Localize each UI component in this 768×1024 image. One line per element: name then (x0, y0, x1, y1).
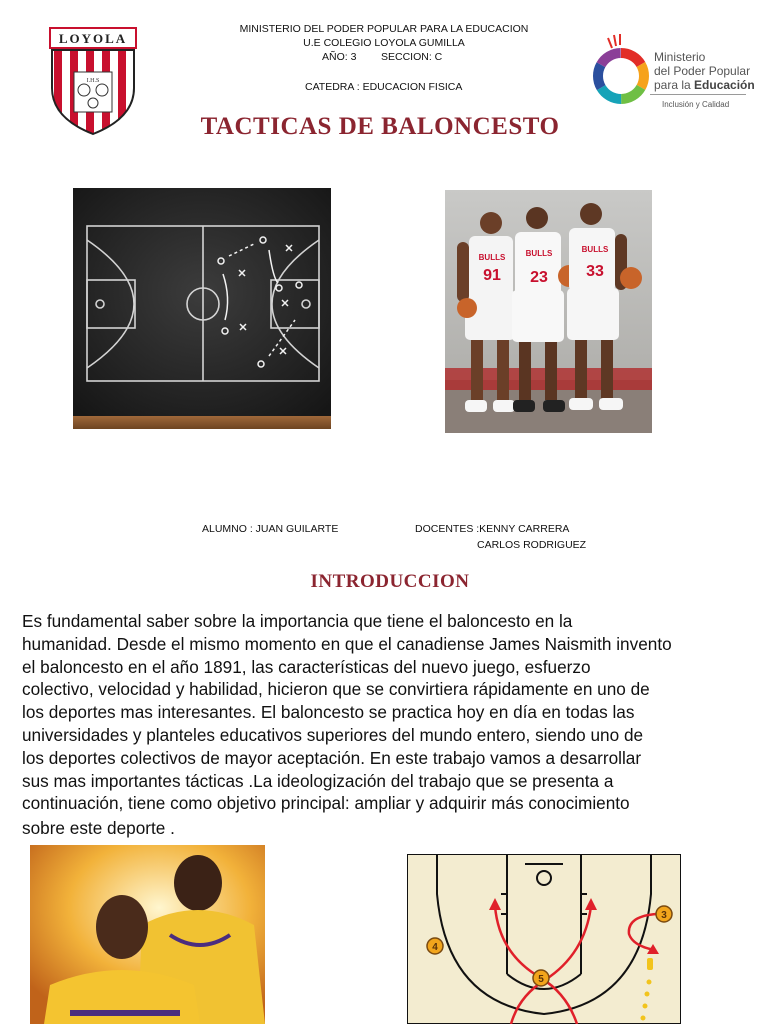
bulls-players-photo (445, 190, 652, 433)
jersey-team-1: BULLS (478, 253, 506, 262)
intro-line: los deportes colectivos de mayor aceptación. En este trabajo vamos a desarrollar (22, 747, 642, 768)
intro-line: humanidad. Desde el mismo momento en que el canadiense James Naismith invento (22, 633, 672, 654)
diagram-marker-3: 3 (661, 910, 667, 921)
ministry-line: MINISTERIO DEL PODER POPULAR PARA LA EDUCACION (239, 23, 529, 35)
loyola-logo-text: LOYOLA (58, 31, 128, 46)
intro-heading: INTRODUCCION (310, 571, 470, 592)
intro-line: sobre este deporte . (22, 818, 175, 839)
diagram-marker-5: 5 (538, 974, 544, 985)
intro-line: sus mas importantes tácticas .La ideologización del trabajo que se presenta a (22, 770, 614, 791)
ministry-logo-line3a: para la (654, 78, 695, 92)
intro-line: los deportes mas interesantes. El baloncesto se practica hoy en día en todas las (22, 702, 635, 723)
intro-paragraph (22, 610, 757, 840)
intro-line: el baloncesto en el año 1891, las características del nuevo juego, esfuerzo (22, 656, 591, 677)
intro-line: continuación, tiene como objetivo principal: ampliar y adquirir más conocimiento (22, 793, 630, 814)
ministry-logo (588, 30, 755, 122)
teachers-credit: DOCENTES :KENNY CARRERA (415, 523, 570, 535)
loyola-seal-text: I.H.S (86, 78, 100, 84)
lakers-players-photo (30, 845, 265, 1024)
jersey-number-3: 33 (586, 263, 604, 280)
school-line: U.E COLEGIO LOYOLA GUMILLA (303, 37, 465, 49)
ministry-logo-line3b: Educación (694, 78, 755, 92)
section-label: SECCION: C (381, 51, 443, 63)
ministry-logo-line1: Ministerio (654, 50, 706, 64)
student-credit: ALUMNO : JUAN GUILARTE (202, 523, 339, 535)
year-label: AÑO: 3 (322, 51, 357, 63)
jersey-number-1: 91 (483, 267, 501, 284)
document-title: TACTICAS DE BALONCESTO (200, 113, 560, 140)
jersey-number-2: 23 (530, 269, 548, 286)
teacher-second: CARLOS RODRIGUEZ (477, 539, 587, 551)
intro-line: universidades y planteles educativos superiores del mundo entero, siendo uno de (22, 724, 644, 745)
jersey-team-2: BULLS (525, 249, 553, 258)
jersey-team-3: BULLS (581, 245, 609, 254)
ministry-logo-line2: del Poder Popular (654, 64, 751, 78)
diagram-marker-4: 4 (432, 942, 438, 953)
play-diagram (407, 854, 681, 1024)
ministry-logo-tagline: Inclusión y Calidad (662, 100, 730, 109)
catedra-line: CATEDRA : EDUCACION FISICA (305, 81, 463, 93)
intro-line: Es fundamental saber sobre la importancia que tiene el baloncesto en la (22, 611, 573, 631)
chalkboard-play-image (73, 188, 331, 429)
intro-line: colectivo, velocidad y habilidad, hicieron que se convirtiera rápidamente en uno de (22, 679, 650, 700)
